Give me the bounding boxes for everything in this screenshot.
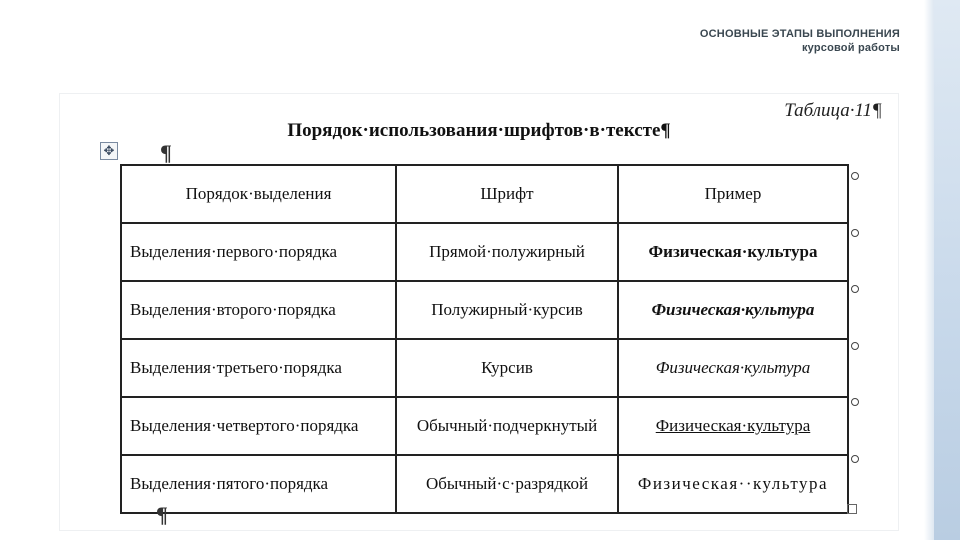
example-cell: Физическая·культура bbox=[618, 281, 848, 339]
paragraph-mark: ¶ bbox=[156, 502, 168, 527]
fonts-table bbox=[120, 164, 849, 514]
move-handle-icon[interactable]: ✥ bbox=[100, 142, 118, 160]
example-cell: Физическая·культура bbox=[618, 223, 848, 281]
table-row bbox=[121, 281, 848, 339]
order-cell: Выделения·четвертого·порядка bbox=[121, 397, 396, 455]
end-of-table-marker bbox=[847, 504, 857, 514]
example-cell: Физическая·культура bbox=[618, 339, 848, 397]
order-cell: Выделения·третьего·порядка bbox=[121, 339, 396, 397]
column-header: Шрифт bbox=[396, 165, 618, 223]
font-cell: Обычный·с·разрядкой bbox=[396, 455, 618, 513]
order-cell: Выделения·пятого·порядка bbox=[121, 455, 396, 513]
row-end-marker bbox=[851, 229, 859, 237]
example-cell: Физическая·культура bbox=[618, 397, 848, 455]
table-title: Порядок·использования·шрифтов·в·тексте¶ bbox=[287, 120, 671, 141]
font-cell: Полужирный·курсив bbox=[396, 281, 618, 339]
header-line-1: ОСНОВНЫЕ ЭТАПЫ ВЫПОЛНЕНИЯ bbox=[699, 28, 900, 40]
order-cell: Выделения·первого·порядка bbox=[121, 223, 396, 281]
column-header: Порядок·выделения bbox=[121, 165, 396, 223]
paragraph-mark: ¶ bbox=[160, 140, 172, 165]
header-line-2: курсовой работы bbox=[801, 42, 900, 54]
font-cell: Обычный·подчеркнутый bbox=[396, 397, 618, 455]
table-row bbox=[121, 397, 848, 455]
decorative-stripe bbox=[934, 0, 960, 540]
slide-header bbox=[700, 27, 900, 55]
row-end-marker bbox=[851, 455, 859, 463]
order-cell: Выделения·второго·порядка bbox=[121, 281, 396, 339]
table-header-row bbox=[121, 165, 848, 223]
column-header: Пример bbox=[618, 165, 848, 223]
font-cell: Прямой·полужирный bbox=[396, 223, 618, 281]
row-end-marker bbox=[851, 398, 859, 406]
row-end-marker bbox=[851, 172, 859, 180]
example-cell: Физическая··культура bbox=[618, 455, 848, 513]
document-page bbox=[60, 94, 898, 530]
table-row bbox=[121, 339, 848, 397]
font-cell: Курсив bbox=[396, 339, 618, 397]
row-end-marker bbox=[851, 342, 859, 350]
row-end-marker bbox=[851, 285, 859, 293]
table-row bbox=[121, 223, 848, 281]
table-row bbox=[121, 455, 848, 513]
table-caption: Таблица·11¶ bbox=[784, 100, 882, 121]
